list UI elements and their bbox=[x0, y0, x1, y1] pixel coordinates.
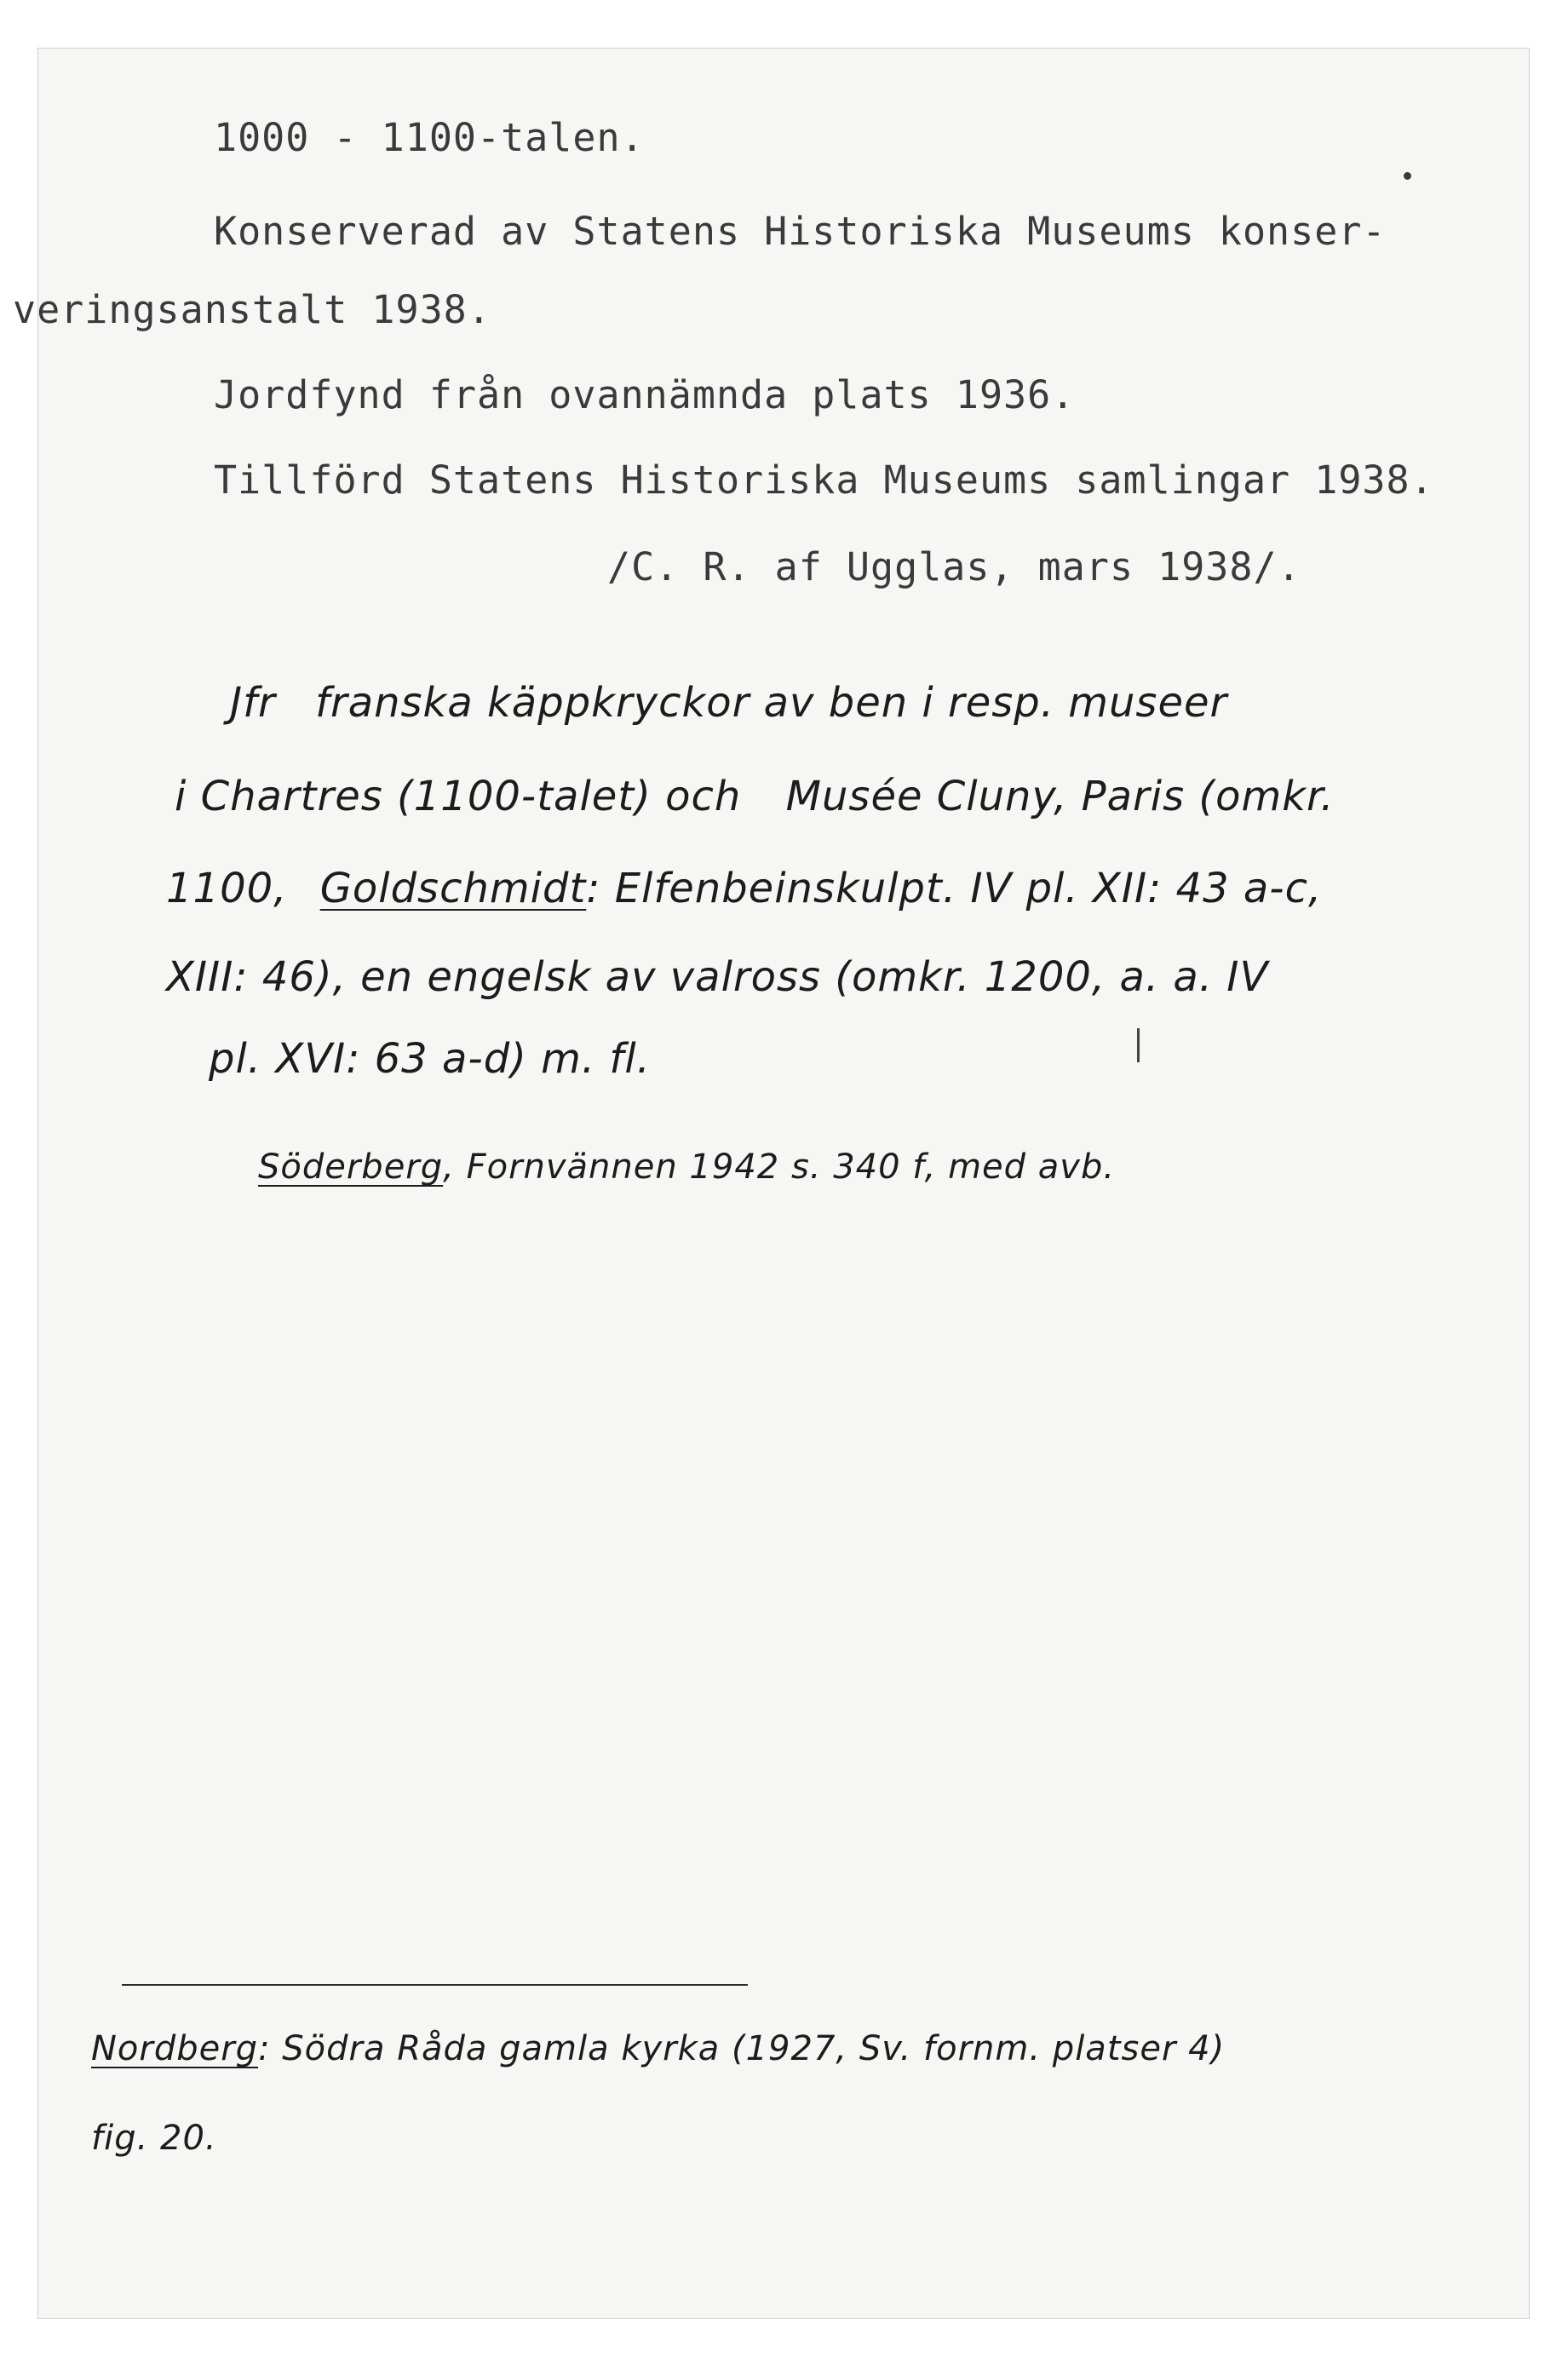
hand-line-2 bbox=[175, 773, 1335, 820]
pencil-mark bbox=[1137, 1028, 1140, 1062]
hand-jfr: Jfr bbox=[230, 679, 276, 727]
typed-line-find: Jordfynd från ovannämnda plats 1936. bbox=[214, 372, 1076, 417]
typed-line-conservation-cont: veringsanstalt 1938. bbox=[13, 287, 491, 332]
hand-line-5: pl. XVI: 63 a-d) m. fl. bbox=[209, 1035, 651, 1083]
footnote-author: Nordberg bbox=[91, 2029, 259, 2068]
hand-line-1 bbox=[230, 679, 1227, 727]
archive-card bbox=[13, 48, 1530, 2319]
footnote-rule bbox=[122, 1984, 748, 1986]
hand-line-4: XIII: 46), en engelsk av valross (omkr. 1200, a. a. IV bbox=[166, 953, 1269, 1001]
typed-line-signature: /C. R. af Ugglas, mars 1938/. bbox=[607, 544, 1301, 590]
typed-line-date: 1000 - 1100-talen. bbox=[214, 115, 645, 160]
hand-line-3 bbox=[166, 865, 1322, 912]
hand-text: franska käppkryckor av ben i resp. museer bbox=[315, 679, 1228, 727]
reference-text: , Fornvännen 1942 s. 340 f, med avb. bbox=[443, 1147, 1116, 1187]
hand-text: : Elfenbeinskulpt. IV pl. XII: 43 a-c, bbox=[586, 865, 1323, 912]
typed-line-conservation: Konserverad av Statens Historiska Museums konser- bbox=[214, 209, 1387, 254]
hand-text: Musée Cluny, Paris (omkr. bbox=[785, 773, 1335, 820]
hand-author-goldschmidt: Goldschmidt bbox=[319, 865, 587, 912]
footnote-line-1 bbox=[91, 2029, 1225, 2068]
hand-text: i Chartres (1100-talet) och bbox=[175, 773, 742, 820]
reference-author: Söderberg bbox=[258, 1147, 444, 1187]
ink-dot bbox=[1404, 172, 1411, 180]
hand-text: 1100, bbox=[166, 865, 288, 912]
footnote-line-2: fig. 20. bbox=[91, 2119, 217, 2158]
typed-line-accession: Tillförd Statens Historiska Museums samlingar 1938. bbox=[214, 457, 1434, 503]
reference-line bbox=[258, 1147, 1115, 1187]
footnote-text: : Södra Råda gamla kyrka (1927, Sv. fornm. platser 4) bbox=[258, 2029, 1226, 2068]
